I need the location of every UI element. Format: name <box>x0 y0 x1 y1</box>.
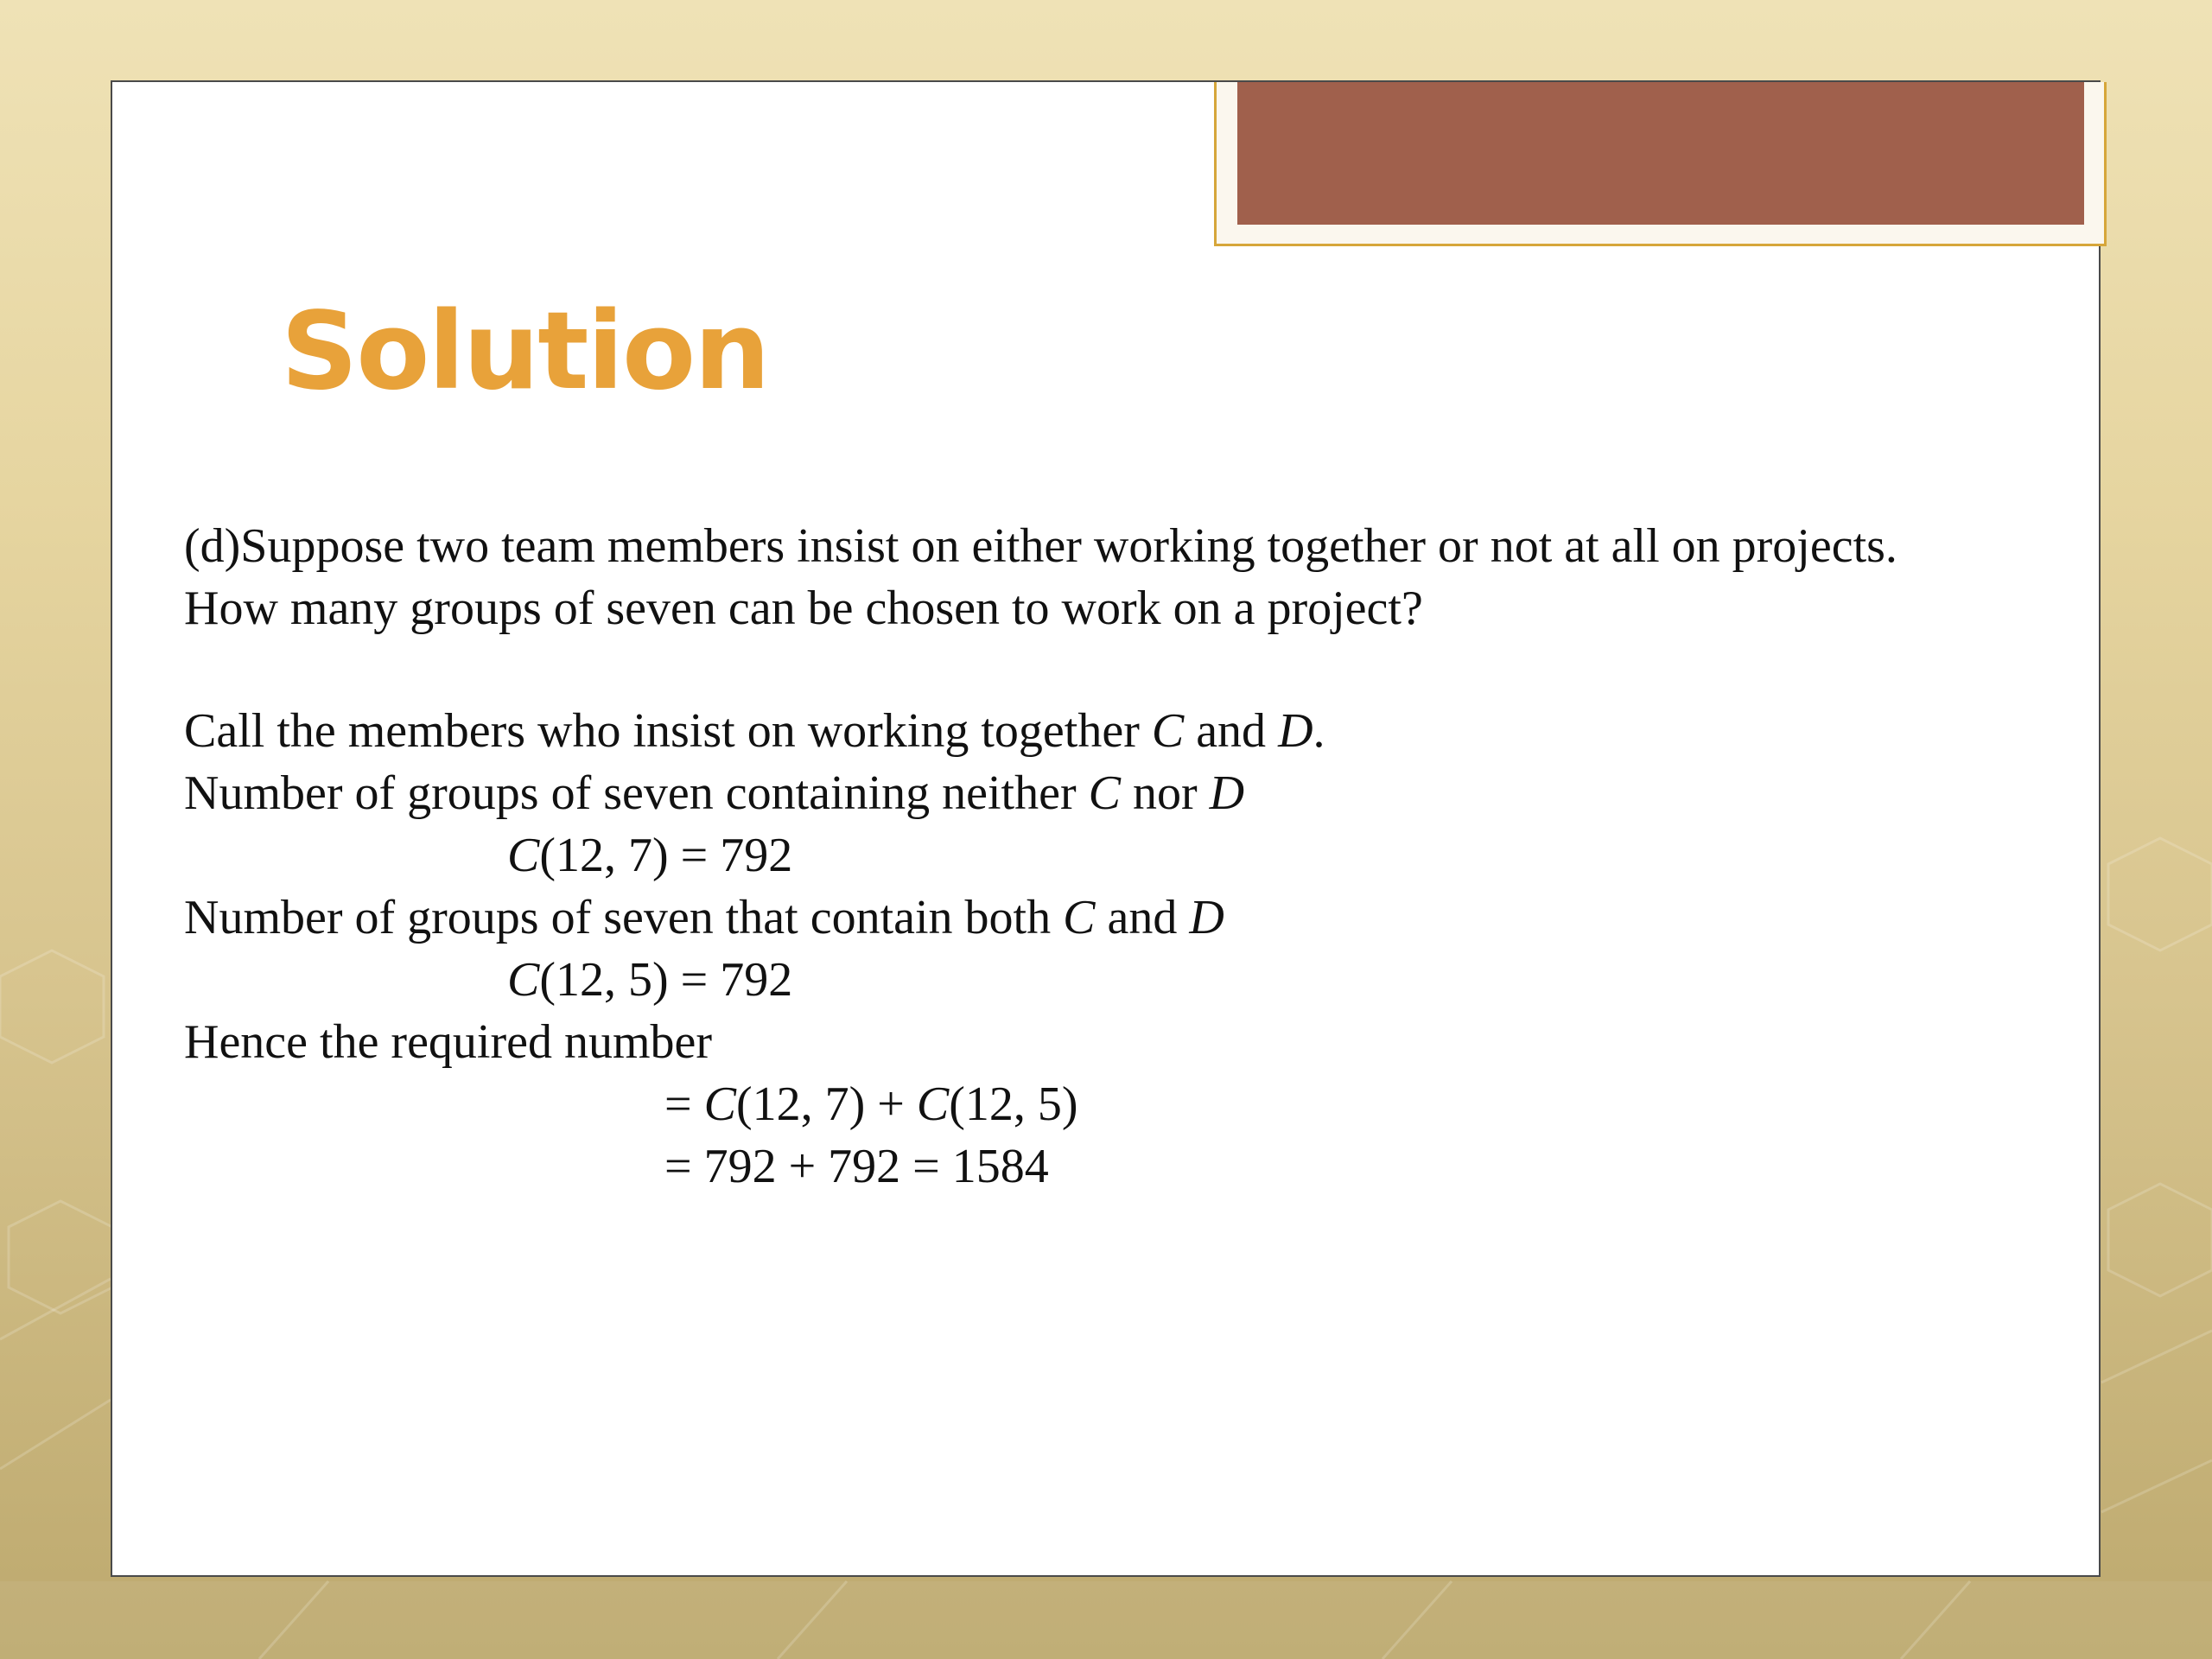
call-and: and <box>1184 704 1279 758</box>
sum-arg2: (12, 5) <box>949 1077 1078 1131</box>
var-c: C <box>1088 766 1121 820</box>
sum-eq: = <box>664 1077 704 1131</box>
var-d: D <box>1278 704 1313 758</box>
combination-fn: C <box>507 953 540 1007</box>
question-line-1: (d)Suppose two team members insist on either working together or not at all on projects. <box>184 519 1897 573</box>
both-and: and <box>1095 891 1190 944</box>
var-d: D <box>1209 766 1245 820</box>
neither-value: (12, 7) = 792 <box>539 829 793 882</box>
var-d: D <box>1189 891 1224 944</box>
neither-line <box>184 762 2120 824</box>
both-value-line <box>184 949 2120 1011</box>
both-prefix: Number of groups of seven that contain both <box>184 891 1064 944</box>
neither-nor: nor <box>1120 766 1210 820</box>
sum-arg1: (12, 7) + <box>735 1077 917 1131</box>
slide-body <box>184 515 2120 1198</box>
result-line: = 792 + 792 = 1584 <box>664 1140 1049 1193</box>
call-suffix: . <box>1313 704 1325 758</box>
var-c: C <box>1151 704 1185 758</box>
sum-line <box>184 1073 2120 1135</box>
call-members-line <box>184 700 2120 762</box>
call-prefix: Call the members who insist on working together <box>184 704 1152 758</box>
var-c: C <box>1063 891 1096 944</box>
combination-fn: C <box>916 1077 950 1131</box>
title-tab-fill <box>1237 82 2084 225</box>
neither-prefix: Number of groups of seven containing neither <box>184 766 1089 820</box>
paragraph-gap <box>184 639 2120 700</box>
slide-title: Solution <box>281 289 769 414</box>
title-tab-decoration <box>1214 82 2107 246</box>
both-value: (12, 5) = 792 <box>539 953 793 1007</box>
both-line <box>184 887 2120 949</box>
neither-value-line <box>184 824 2120 887</box>
combination-fn: C <box>507 829 540 882</box>
combination-fn: C <box>703 1077 736 1131</box>
hence-line: Hence the required number <box>184 1015 713 1069</box>
question-line-2: How many groups of seven can be chosen to work on a project? <box>184 582 1423 635</box>
